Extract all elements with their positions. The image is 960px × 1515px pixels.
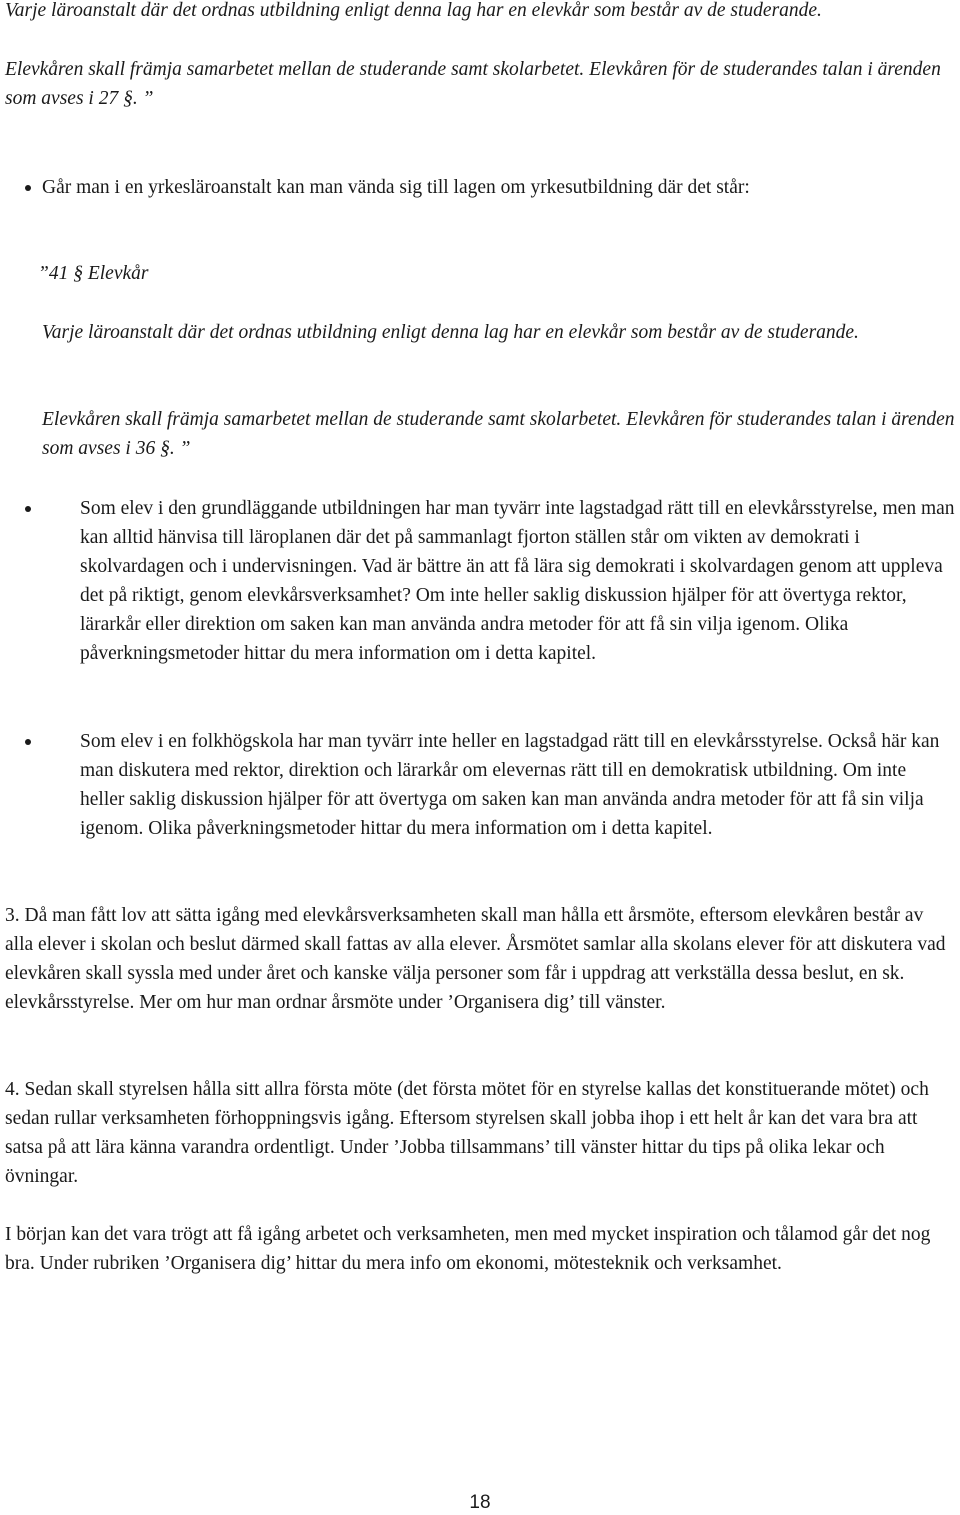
- quote2-paragraph1: Varje läroanstalt där det ordnas utbildning enligt denna lag har en elevkår som består av de studerande.: [42, 322, 859, 343]
- quote2-paragraph2: Elevkåren skall främja samarbetet mellan de studerande samt skolarbetet. Elevkåren för studerandes talan i ärenden som avses i 36 §. ”: [42, 409, 955, 459]
- paragraph-closing: I början kan det vara trögt att få igång arbetet och verksamheten, men med mycket inspiration och tålamod går det nog bra. Under rubriken ’Organisera dig’ hittar du mera info om ekonomi, mötesteknik och verksamhet.: [5, 1224, 931, 1274]
- bullet-item-basic-education: [80, 494, 955, 668]
- law-section-heading: ”41 § Elevkår: [38, 263, 149, 284]
- quote1-paragraph2: Elevkåren skall främja samarbetet mellan de studerande samt skolarbetet. Elevkåren för de studerandes talan i ärenden som avses i 27 §. ”: [5, 59, 941, 109]
- bullet-item-folk-high-school: [80, 727, 955, 843]
- paragraph-step-4: 4. Sedan skall styrelsen hålla sitt allra första möte (det första mötet för en styrelse kallas det konstituerande mötet) och sedan rullar verksamheten förhoppningsvis igång. Eftersom styrelsen skall jobba ihop i ett helt år kan det vara bra att satsa på att lära känna varandra ordentligt. Under ’Jobba tillsammans’ till vänster hittar du tips på olika lekar och övningar.: [5, 1079, 929, 1187]
- bullet-text: Som elev i den grundläggande utbildningen har man tyvärr inte lagstadgad rätt till en elevkårsstyrelse, men man kan alltid hänvisa till läroplanen där det på sammanlagt fjorton ställen står om vikten av demokrati i skolvardagen och i undervisningen. Vad är bättre än att få lära sig demokrati i skolvardagen genom att uppleva det på riktigt, genom elevkårsverksamhet? Om inte heller saklig diskussion hjälper för att övertyga rektor, lärarkår eller direktion om saken kan man använda andra metoder för att få sin vilja igenom. Olika påverkningsmetoder hittar du mera information om i detta kapitel.: [80, 498, 955, 664]
- bullet-icon: [25, 739, 31, 745]
- quote1-paragraph1: Varje läroanstalt där det ordnas utbildning enligt denna lag har en elevkår som består av de studerande.: [5, 0, 822, 21]
- bullet-icon: [25, 506, 31, 512]
- bullet-icon: [25, 185, 31, 191]
- paragraph-step-3: 3. Då man fått lov att sätta igång med elevkårsverksamheten skall man hålla ett årsmöte, eftersom elevkåren består av alla elever i skolan och beslut därmed skall fattas av alla elever. Årsmötet samlar alla skolans elever för att diskutera vad elevkåren skall syssla med under året och kanske välja personer som får i uppdrag att verkställa dessa beslut, en sk. elevkårsstyrelse. Mer om hur man ordnar årsmöte under ’Organisera dig’ till vänster.: [5, 905, 946, 1013]
- bullet-item-vocational: [42, 173, 955, 202]
- bullet-text: Som elev i en folkhögskola har man tyvärr inte heller en lagstadgad rätt till en elevkårsstyrelse. Också här kan man diskutera med rektor, direktion och lärarkår om elevernas rätt till en demokratisk utbildning. Om inte heller saklig diskussion hjälper för att övertyga om saken kan man använda andra metoder för att få sin vilja igenom. Olika påverkningsmetoder hittar du mera information om i detta kapitel.: [80, 731, 940, 839]
- bullet-text: Går man i en yrkesläroanstalt kan man vända sig till lagen om yrkesutbildning där det står:: [42, 177, 750, 198]
- page-number: 18: [469, 1492, 491, 1513]
